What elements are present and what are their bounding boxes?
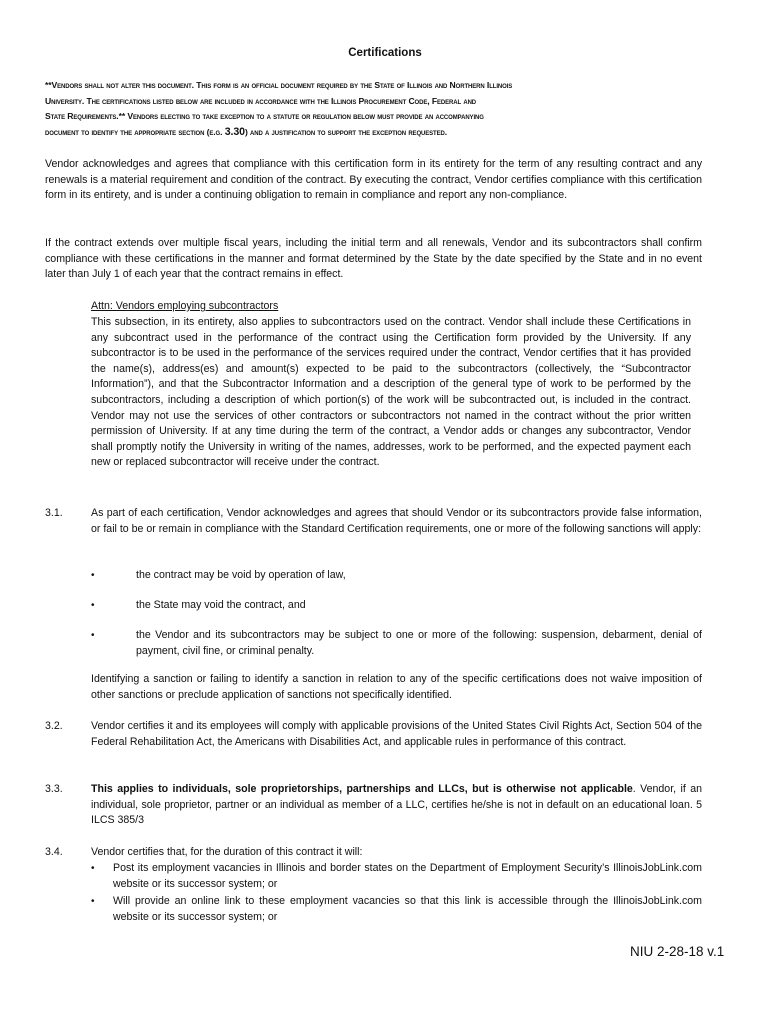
section-3-1-after: Identifying a sanction or failing to identify a sanction in relation to any of the specific certifications does not waive imposition of other sanctions or preclude application of sanctions not specifically identified.: [91, 673, 702, 701]
employment-item-2: Will provide an online link to these employment vacancies so that this link is accessible through the IllinoisJobLink.com website or its successor system; or: [113, 895, 702, 923]
notice-line-3: State Requirements.** Vendors electing to take exception to a statute or regulation below must provide an accompanying: [45, 111, 484, 122]
notice-line-2: University. The certifications listed below are included in accordance with the Illinois Procurement Code, Federal and: [45, 95, 477, 106]
section-3-4-intro: Vendor certifies that, for the duration of this contract it will:: [91, 846, 363, 858]
footer-version: NIU 2-28-18 v.1: [630, 944, 725, 959]
notice-line-1: **Vendors shall not alter this document. This form is an official document required by the State of Illinois and Northern Illinois: [45, 80, 513, 90]
sanction-item-2: the State may void the contract, and: [136, 599, 306, 611]
employment-item-1: Post its employment vacancies in Illinois and border states on the Department of Employment Security’s IllinoisJobLink.com website or its successor system; or: [113, 862, 702, 890]
section-3-1-text: As part of each certification, Vendor acknowledges and agrees that should Vendor or its subcontractors provide false information, or fail to be or remain in compliance with the Standard Certification requirements, one or more of the following sanctions will apply:: [91, 507, 702, 535]
section-3-3-text: This applies to individuals, sole proprietorships, partnerships and LLCs, but is otherwise not applicable. Vendor, if an individual, sole proprietor, partner or an individual as member of a LLC, certifies he/she is not in default on an educational loan. 5 ILCS 385/3: [91, 783, 702, 827]
compliance-paragraph: Vendor acknowledges and agrees that compliance with this certification form in its entirety for the term of any resulting contract and any renewals is a material requirement and condition of the contract. By executing the contract, Vendor certifies compliance with this certification form in its entirety, and is under a continuing obligation to remain in compliance and report any non-compliance.: [45, 158, 702, 202]
attn-body: This subsection, in its entirety, also applies to subcontractors used on the contract. Vendor shall include these Certifications in any subcontract used in the performance of the contract using the Certification form provided by the University. If any subcontractor is to be used in the performance of the services required under the contract, Vendor certifies that it has provided the name(s), address(es) and amount(s) expected to be paid to the subcontractors (collectively, the “Subcontractor Information”), and that the Subcontractor Information and a description of the general type of work to be performed by the subcontractors, including a description of which portion(s) of the work will be subcontracted out, is included in the contract. Vendor may not use the services of other contractors or subcontractors not named in the contract without the prior written permission of University. If at any time during the term of the contract, a Vendor adds or changes any subcontractor, Vendor shall promptly notify the University in writing of the names, addresses, work to be performed, and the expected payment each new or replaced subcontractor will receive under the contract.: [91, 316, 691, 469]
section-number-3-2: 3.2.: [45, 720, 63, 732]
notice-line-4: document to identify the appropriate section (e.g. 3.30) and a justification to support the exception requested.: [45, 125, 448, 138]
sanction-item-1: the contract may be void by operation of law,: [136, 569, 346, 581]
section-number-3-1: 3.1.: [45, 507, 63, 519]
notice-block: [45, 78, 705, 140]
page-title: Certifications: [348, 47, 422, 59]
attn-heading: Attn: Vendors employing subcontractors: [91, 300, 279, 312]
fiscal-years-paragraph: If the contract extends over multiple fiscal years, including the initial term and all renewals, Vendor and its subcontractors shall confirm compliance with these certifications in the manner and format determined by the State by the date specified by the State and in no event later than July 1 of each year that the contract remains in effect.: [45, 237, 702, 281]
bullet-icon: •: [91, 630, 95, 641]
bullet-icon: •: [91, 863, 95, 874]
section-number-3-4: 3.4.: [45, 846, 63, 858]
section-3-2-text: Vendor certifies it and its employees will comply with applicable provisions of the United States Civil Rights Act, Section 504 of the Federal Rehabilitation Act, the Americans with Disabilities Act, and applicable rules in performance of this contract.: [91, 720, 702, 748]
section-number-3-3: 3.3.: [45, 783, 63, 795]
bullet-icon: •: [91, 600, 95, 611]
bullet-icon: •: [91, 896, 95, 907]
sanction-item-3: the Vendor and its subcontractors may be subject to one or more of the following: suspension, debarment, denial of payment, civil fine, or criminal penalty.: [136, 629, 702, 657]
bullet-icon: •: [91, 570, 95, 581]
